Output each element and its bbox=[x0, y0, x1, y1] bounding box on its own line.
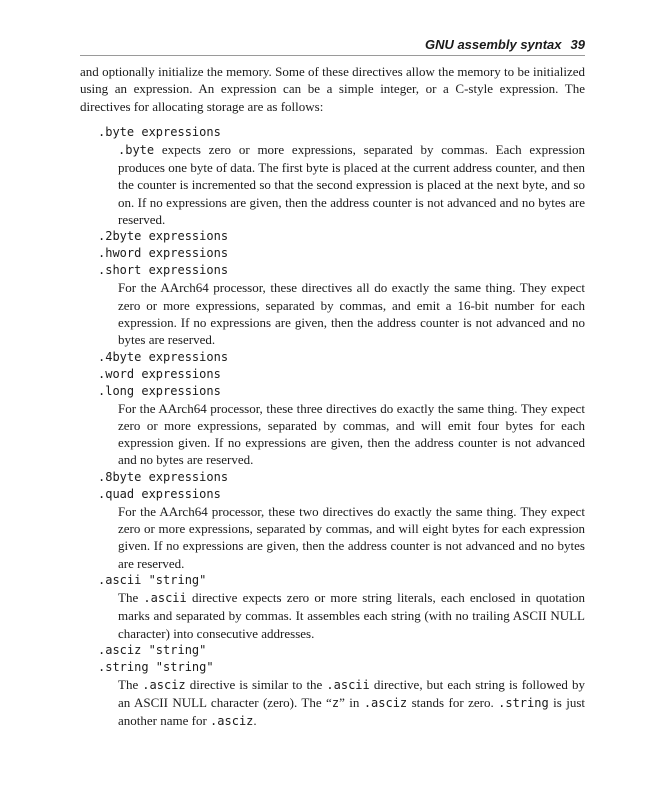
asciz-c4: .asciz bbox=[363, 696, 408, 711]
byte-text: expects zero or more expressions, separated by commas. Each expression produces one byte of data. The first byte is placed at the current address counter, and then the counter is incremented so that the second expression is placed at the next byte, and so on. If no expressions are given, then the address counter is not advanced and no bytes are reserved. bbox=[118, 141, 585, 228]
ascii-text-b: directive expects zero or more string literals, each enclosed in quotation marks and separated by commas. It assembles each string (with no trailing ASCII NULL character) into consecutive addresses. bbox=[118, 589, 585, 641]
asciz-t2: directive is similar to the bbox=[185, 676, 327, 692]
directive-long: .long expressions bbox=[98, 383, 221, 398]
directive-string: .string "string" bbox=[98, 659, 214, 674]
asciz-t7: . bbox=[253, 713, 257, 729]
directive-byte: .byte expressions bbox=[98, 124, 221, 139]
directive-quad: .quad expressions bbox=[98, 486, 221, 501]
asciz-c3: z bbox=[331, 696, 340, 711]
directive-word: .word expressions bbox=[98, 366, 221, 381]
ascii-code: .ascii bbox=[143, 590, 187, 605]
directive-ascii: .ascii "string" bbox=[98, 572, 207, 587]
directive-short: .short expressions bbox=[98, 263, 229, 278]
directive-4byte: .4byte expressions bbox=[98, 349, 229, 364]
asciz-c2: .ascii bbox=[326, 677, 370, 692]
intro-paragraph: and optionally initialize the memory. Some of these directives allow the memory to be initialized using an expression. An expression can be a simple integer, or a C-style expression. The directives for allocating storage are as follows: bbox=[80, 64, 585, 114]
page-number: 39 bbox=[570, 37, 585, 52]
page-body bbox=[80, 63, 585, 731]
ascii-description bbox=[118, 589, 585, 642]
directive-hword: .hword expressions bbox=[98, 246, 229, 261]
directive-2byte: .2byte expressions bbox=[98, 229, 229, 244]
asciz-c6: .asciz bbox=[210, 714, 254, 729]
ascii-text-a: The bbox=[118, 589, 144, 605]
byte-description bbox=[118, 141, 585, 228]
directive-asciz: .asciz "string" bbox=[98, 642, 207, 657]
asciz-t1: The bbox=[118, 676, 143, 692]
asciz-description bbox=[118, 676, 585, 731]
four-byte-description: For the AArch64 processor, these three directives do exactly the same thing. They expect zero or more expressions, separated by commas, and will emit four bytes for each expression given. If no expressions are given, then the address counter is not advanced and no bytes are reserved. bbox=[118, 400, 585, 468]
directive-8byte: .8byte expressions bbox=[98, 469, 229, 484]
eight-byte-description: For the AArch64 processor, these two directives do exactly the same thing. They expect zero or more expressions, separated by commas, and will eight bytes for each expression given. If no expressions are given, then the address counter is not advanced and no bytes are reserved. bbox=[118, 503, 585, 571]
byte-code: .byte bbox=[118, 142, 155, 157]
running-header bbox=[80, 36, 585, 56]
asciz-c1: .asciz bbox=[142, 677, 186, 692]
asciz-t4: ” in bbox=[339, 695, 364, 711]
two-byte-description: For the AArch64 processor, these directives all do exactly the same thing. They expect zero or more expressions, separated by commas, and emit a 16-bit number for each expression. If no expressions are given, then the address counter is not advanced and no bytes are reserved. bbox=[118, 280, 585, 348]
asciz-t6: is just another name for bbox=[118, 695, 585, 729]
header-title: GNU assembly syntax bbox=[424, 37, 562, 52]
asciz-t5: stands for zero. bbox=[407, 695, 499, 711]
asciz-t3: directive, but each string is followed by an ASCII NULL character (zero). The “ bbox=[118, 676, 585, 711]
asciz-c5: .string bbox=[498, 696, 549, 711]
